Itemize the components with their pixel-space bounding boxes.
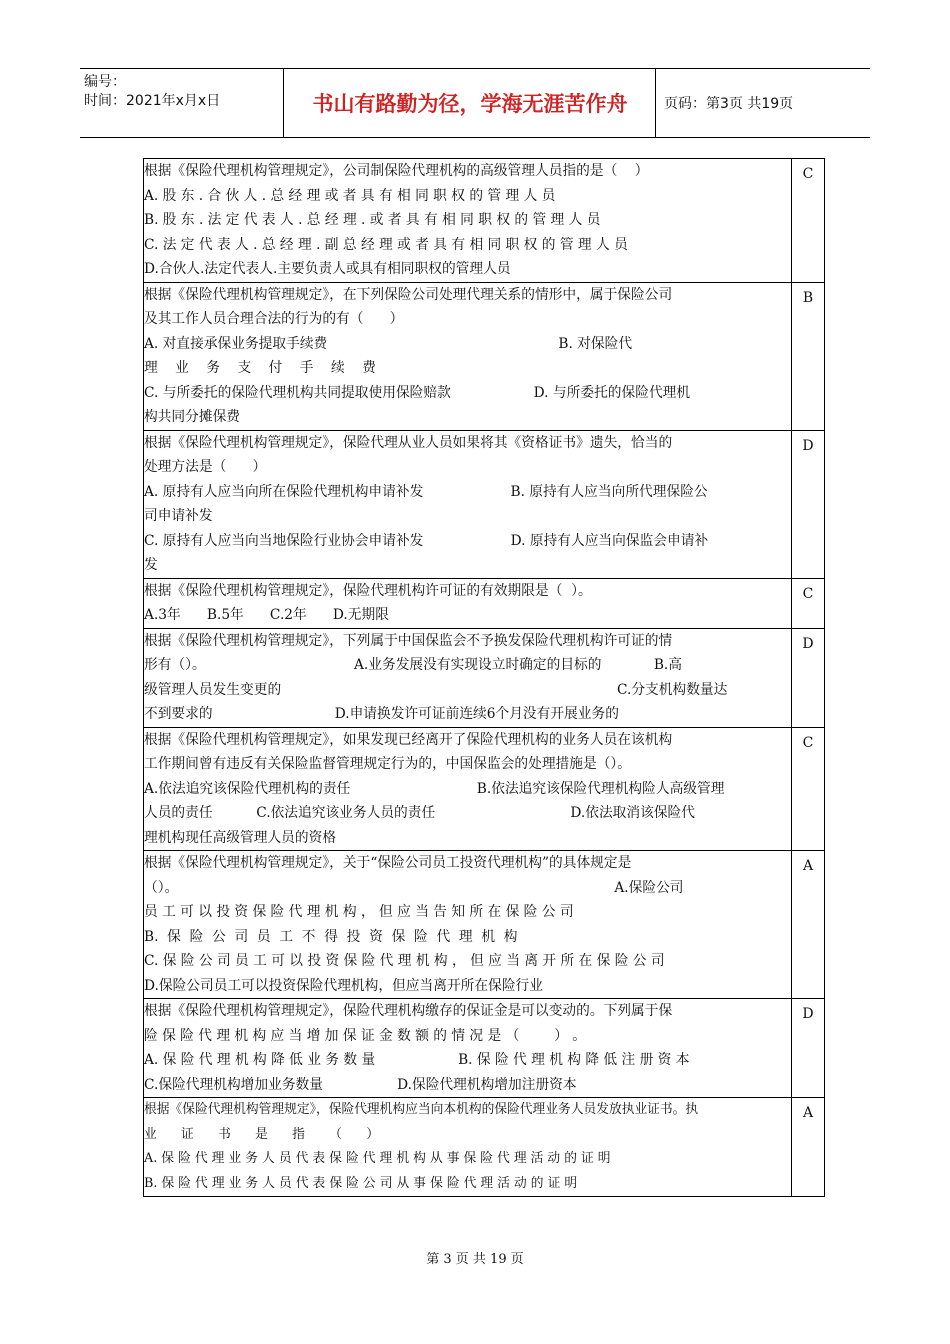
- answer-cell: C: [792, 727, 825, 851]
- question-row: [144, 727, 825, 851]
- question-line: 工作期间曾有违反有关保险监督管理规定行为的，中国保监会的处理措施是（）。: [144, 756, 632, 772]
- question-line: 不到要求的 D.申请换发许可证前连续6个月没有开展业务的: [144, 706, 619, 722]
- question-line: A. 原持有人应当向所在保险代理机构申请补发 B. 原持有人应当向所代理保险公: [144, 483, 708, 500]
- question-text: [144, 578, 792, 628]
- question-line: 险 保 险 代 理 机 构 应 当 增 加 保 证 金 数 额 的 情 况 是 （ ） 。: [144, 1027, 586, 1044]
- question-line: C. 与所委托的保险代理机构共同提取使用保险赔款 D. 与所委托的保险代理机: [144, 384, 691, 401]
- answer-cell: D: [792, 999, 825, 1098]
- question-line: B. 股 东 . 法 定 代 表 人 . 总 经 理 . 或 者 具 有 相 同 职 权 的 管 理 人 员: [144, 212, 601, 228]
- question-row: [144, 282, 825, 430]
- question-line: 员 工 可 以 投 资 保 险 代 理 机 构 ， 但 应 当 告 知 所 在 保 险 公 司: [144, 904, 574, 920]
- question-line: 根据《保险代理机构管理规定》，保险代理从业人员如果将其《资格证书》遗失，恰当的: [144, 434, 673, 451]
- question-text: [144, 727, 792, 851]
- page-footer: 第 3 页 共 19 页: [426, 1252, 524, 1267]
- question-line: D.保险公司员工可以投资保险代理机构，但应当离开所在保险行业: [144, 977, 544, 994]
- answer-cell: C: [792, 578, 825, 628]
- question-line: B. 保 险 公 司 员 工 不 得 投 资 保 险 代 理 机 构: [144, 928, 518, 945]
- question-line: 根据《保险代理机构管理规定》，下列属于中国保监会不予换发保险代理机构许可证的情: [144, 632, 673, 649]
- question-line: 业 证 书 是 指 （ ）: [144, 1126, 379, 1142]
- answer-cell: A: [792, 851, 825, 999]
- question-text: [144, 628, 792, 727]
- question-text: [144, 999, 792, 1098]
- question-row: [144, 1098, 825, 1197]
- question-line: 构共同分摊保费: [144, 409, 241, 425]
- question-line: 根据《保险代理机构管理规定》，关于“保险公司员工投资代理机构”的具体规定是: [144, 855, 632, 871]
- question-line: 根据《保险代理机构管理规定》，保险代理机构许可证的有效期限是（ ）。: [144, 582, 592, 599]
- question-line: 司申请补发: [144, 508, 213, 524]
- question-line: 根据《保险代理机构管理规定》，如果发现已经离开了保险代理机构的业务人员在该机构: [144, 731, 673, 748]
- question-line: A. 保 险 代 理 业 务 人 员 代 表 保 险 代 理 机 构 从 事 保 险 代 理 活 动 的 证 明: [144, 1151, 611, 1166]
- question-line: 根据《保险代理机构管理规定》，保险代理机构缴存的保证金是可以变动的。下列属于保: [144, 1003, 673, 1019]
- question-row: [144, 578, 825, 628]
- question-text: [144, 159, 792, 283]
- question-row: [144, 159, 825, 283]
- answer-cell: D: [792, 628, 825, 727]
- question-line: A. 对直接承保业务提取手续费 B. 对保险代: [144, 335, 633, 352]
- time-label: 时间：2021年x月x日: [84, 93, 221, 109]
- question-line: 根据《保险代理机构管理规定》，保险代理机构应当向本机构的保险代理业务人员发放执业证书。执: [144, 1102, 699, 1117]
- question-line: 形有（）。 A.业务发展没有实现设立时确定的目标的 B.高: [144, 657, 682, 673]
- question-line: 理 业 务 支 付 手 续 费: [144, 360, 376, 376]
- question-row: [144, 430, 825, 578]
- page-info: 页码：第3页 共19页: [664, 96, 794, 112]
- question-line: 根据《保险代理机构管理规定》，在下列保险公司处理代理关系的情形中，属于保险公司: [144, 286, 673, 303]
- question-line: （）。 A.保险公司: [144, 879, 684, 896]
- answer-cell: A: [792, 1098, 825, 1197]
- question-line: 及其工作人员合理合法的行为的有（ ）: [144, 311, 404, 327]
- question-line: 理机构现任高级管理人员的资格: [144, 829, 337, 846]
- page-header: [80, 68, 870, 138]
- answer-cell: D: [792, 430, 825, 578]
- question-line: B. 保 险 代 理 业 务 人 员 代 表 保 险 公 司 从 事 保 险 代 理 活 动 的 证 明: [144, 1175, 578, 1191]
- question-line: C. 原持有人应当向当地保险行业协会申请补发 D. 原持有人应当向保监会申请补: [144, 532, 709, 549]
- question-line: A.依法追究该保险代理机构的责任 B.依法追究该保险代理机构险人高级管理: [144, 780, 725, 797]
- header-meta: [80, 69, 284, 137]
- question-line: 发: [144, 557, 158, 573]
- question-text: [144, 282, 792, 430]
- question-line: 人员的责任 C.依法追究该业务人员的责任 D.依法取消该保险代: [144, 805, 695, 821]
- question-text: [144, 1098, 792, 1197]
- question-line: 处理方法是（ ）: [144, 459, 267, 475]
- question-line: C. 法 定 代 表 人 . 总 经 理 . 副 总 经 理 或 者 具 有 相 同 职 权 的 管 理 人 员: [144, 236, 628, 253]
- question-line: D.合伙人.法定代表人.主要负责人或具有相同职权的管理人员: [144, 261, 511, 277]
- answer-cell: B: [792, 282, 825, 430]
- question-line: A.3年 B.5年 C.2年 D.无期限: [144, 607, 389, 623]
- question-table: [143, 158, 825, 1197]
- question-line: 级管理人员发生变更的 C.分支机构数量达: [144, 681, 728, 698]
- answer-cell: C: [792, 159, 825, 283]
- question-row: [144, 628, 825, 727]
- question-row: [144, 851, 825, 999]
- code-label: 编号：: [84, 74, 126, 90]
- question-text: [144, 851, 792, 999]
- question-line: A. 保 险 代 理 机 构 降 低 业 务 数 量 B. 保 险 代 理 机 构 降 低 注 册 资 本: [144, 1052, 690, 1068]
- question-line: C.保险代理机构增加业务数量 D.保险代理机构增加注册资本: [144, 1076, 577, 1093]
- motto: 书山有路勤为径，学海无涯苦作舟: [285, 69, 656, 137]
- question-line: 根据《保险代理机构管理规定》，公司制保险代理机构的高级管理人员指的是（ ）: [144, 163, 649, 179]
- question-row: [144, 999, 825, 1098]
- question-text: [144, 430, 792, 578]
- question-line: A. 股 东 . 合 伙 人 . 总 经 理 或 者 具 有 相 同 职 权 的 管 理 人 员: [144, 187, 556, 204]
- question-line: C. 保 险 公 司 员 工 可 以 投 资 保 险 代 理 机 构 ， 但 应 当 离 开 所 在 保 险 公 司: [144, 953, 665, 969]
